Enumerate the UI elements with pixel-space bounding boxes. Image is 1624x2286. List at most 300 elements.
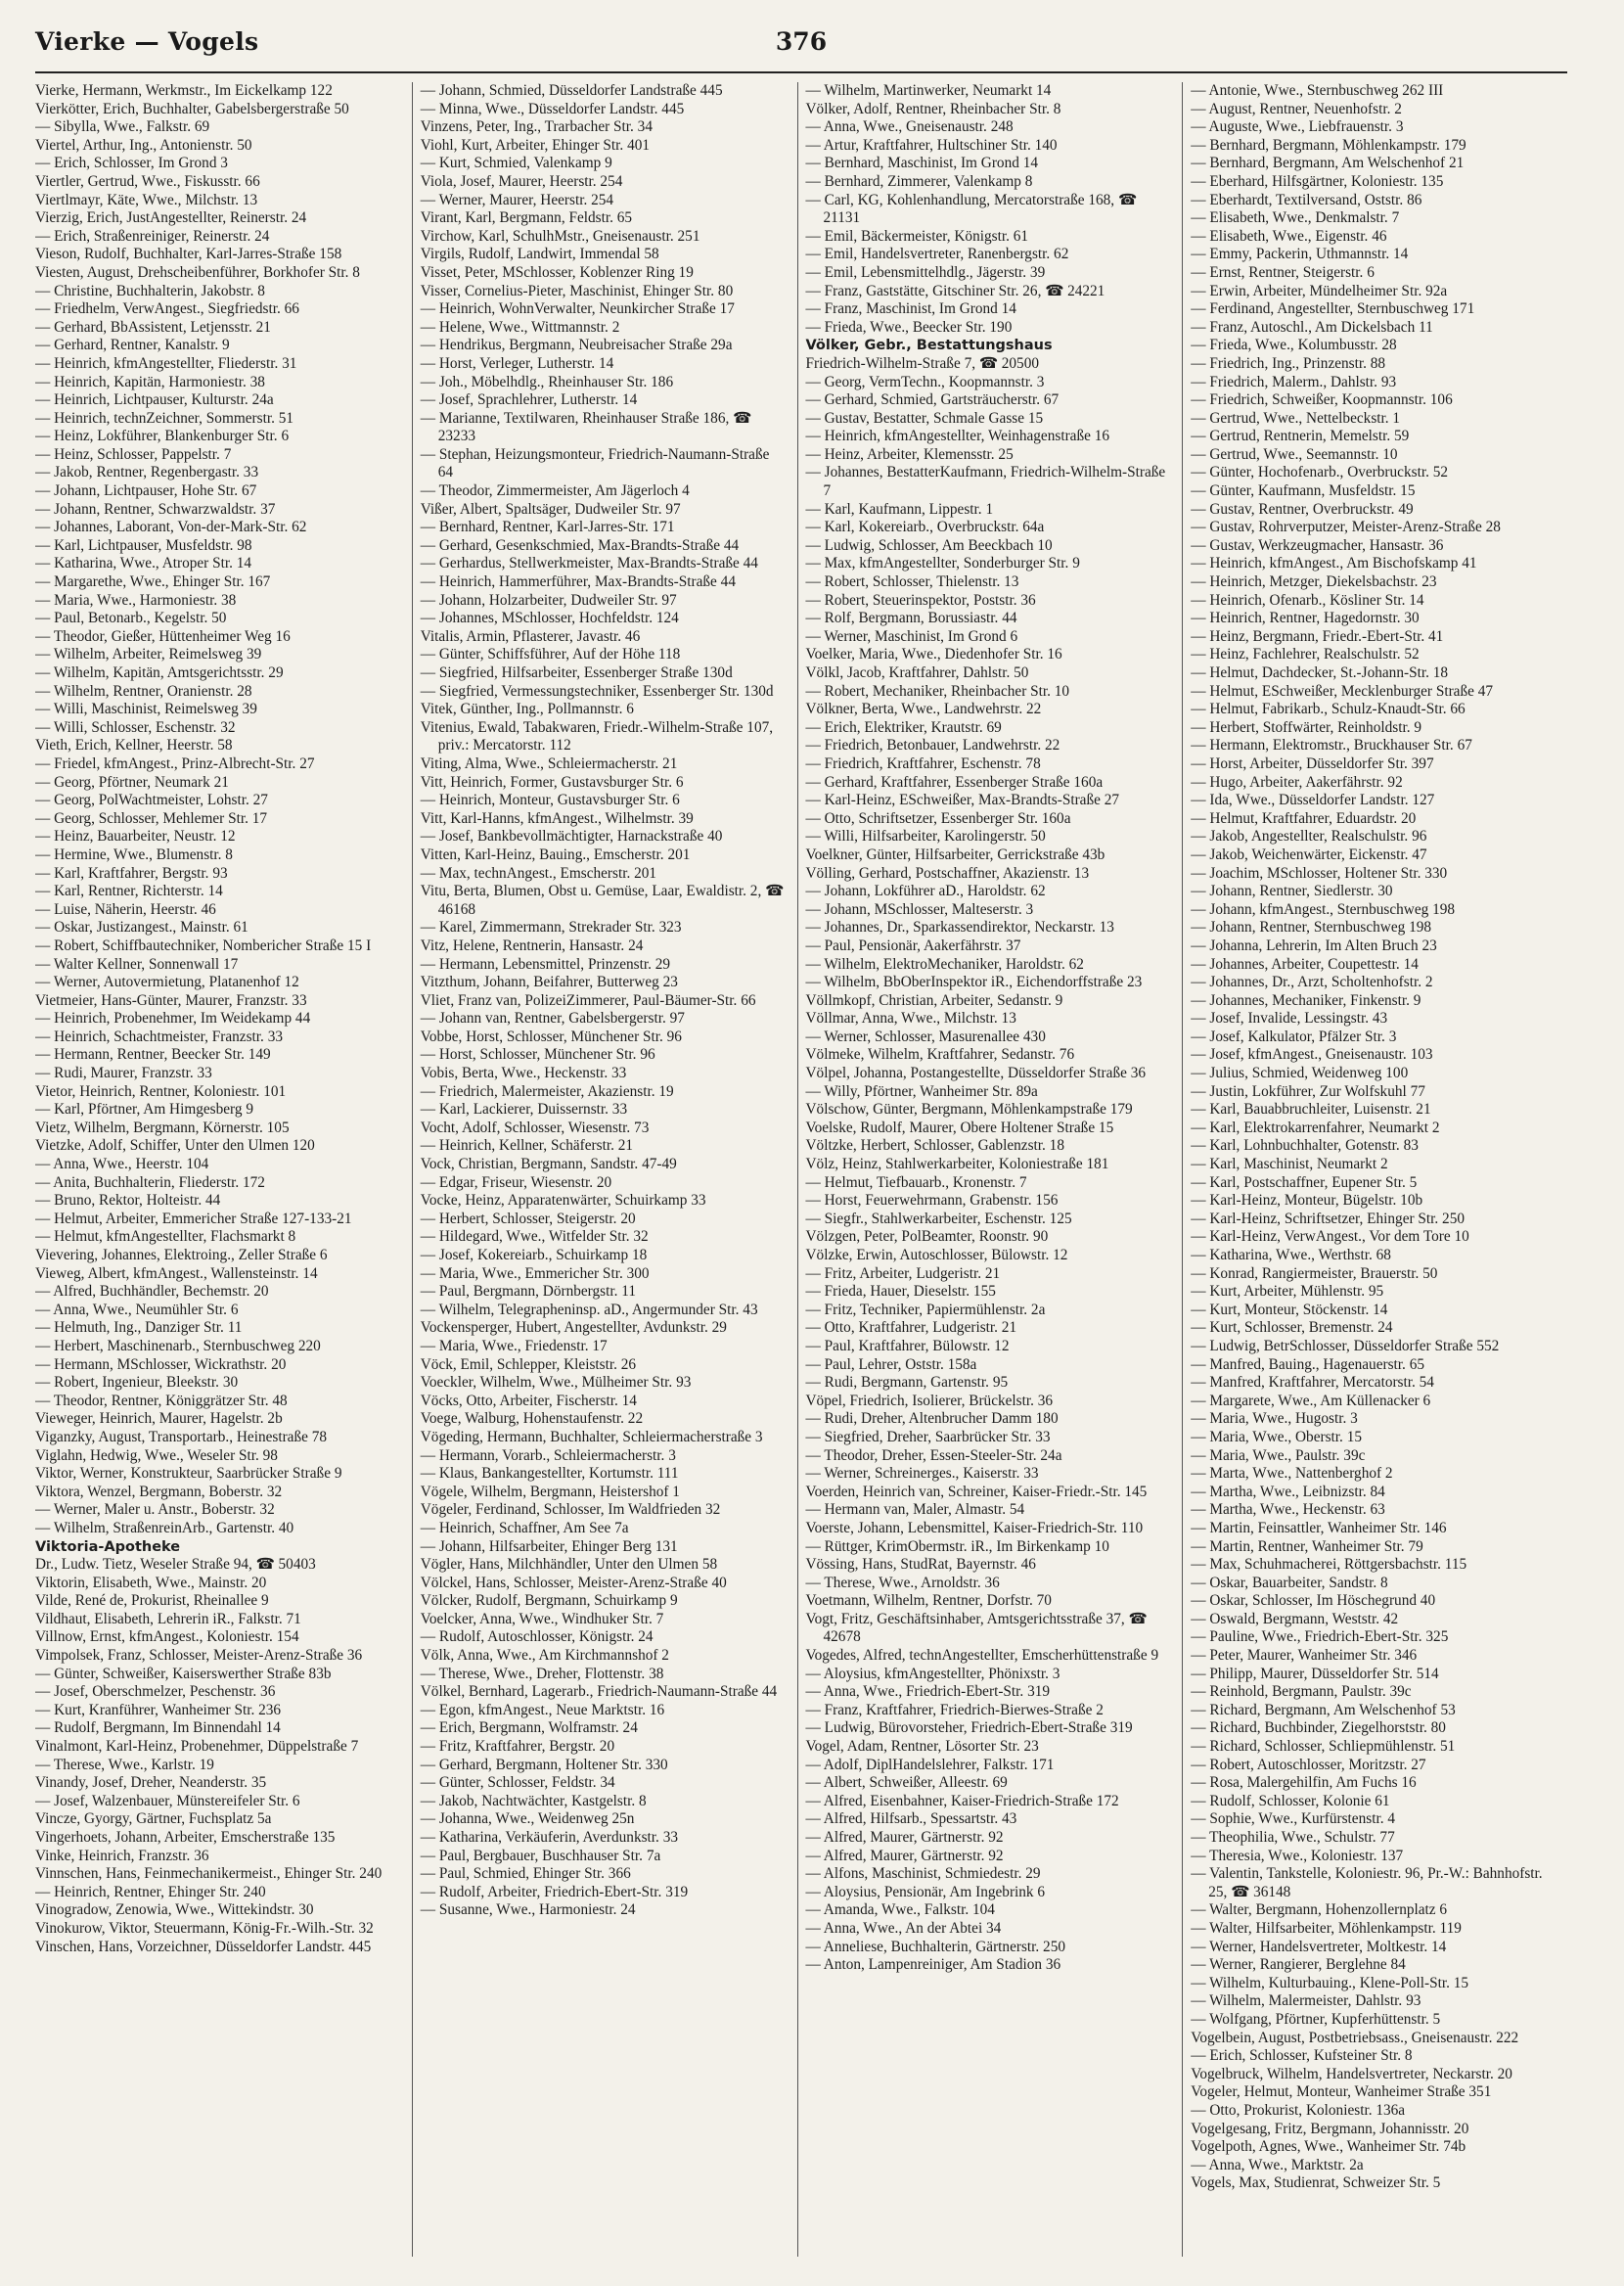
directory-entry: — Hermann van, Maler, Almastr. 54 (805, 1501, 1025, 1519)
directory-entry: — Heinrich, WohnVerwalter, Neunkircher Straße 17 (420, 300, 735, 318)
directory-entry: Vitt, Karl-Hanns, kfmAngest., Wilhelmstr. 39 (420, 809, 694, 827)
directory-entry: — Stephan, Heizungsmonteur, Friedrich-Naumann-Straße 64 (420, 445, 770, 481)
directory-entry: — Susanne, Wwe., Harmoniestr. 24 (420, 1901, 636, 1919)
directory-entry: — Heinrich, Ofenarb., Kösliner Str. 14 (1191, 591, 1424, 609)
directory-entry: — Julius, Schmied, Weidenweg 100 (1191, 1065, 1409, 1082)
directory-entry: — Erich, Bergmann, Wolframstr. 24 (420, 1719, 638, 1737)
directory-entry: Völmeke, Wilhelm, Kraftfahrer, Sedanstr. 76 (805, 1046, 1075, 1064)
directory-entry: Vinschen, Hans, Vorzeichner, Düsseldorfer Landstr. 445 (35, 1938, 372, 1955)
directory-entry: Vitek, Günther, Ing., Pollmannstr. 6 (420, 701, 634, 718)
directory-entry: — Heinrich, Hammerführer, Max-Brandts-Straße 44 (420, 573, 736, 591)
directory-entry: — Siegfried, Dreher, Saarbrücker Str. 33 (805, 1428, 1051, 1445)
directory-entry: — Max, Schuhmacherei, Röttgersbachstr. 115 (1191, 1556, 1467, 1574)
directory-entry: — Paul, Kraftfahrer, Bülowstr. 12 (805, 1337, 1010, 1354)
directory-entry: — Johann, Holzarbeiter, Dudweiler Str. 97 (420, 591, 677, 609)
directory-entry: Vierke, Hermann, Werkmstr., Im Eickelkamp 122 (35, 82, 333, 99)
directory-entry: — Erich, Schlosser, Kufsteiner Str. 8 (1191, 2047, 1413, 2065)
directory-entry: — Willi, Schlosser, Eschenstr. 32 (35, 718, 236, 736)
directory-entry: Vitz, Helene, Rentnerin, Hansastr. 24 (420, 937, 644, 954)
directory-entry: Viktora, Wenzel, Bergmann, Boberstr. 32 (35, 1483, 283, 1500)
directory-entry: — Gerhard, Gesenkschmied, Max-Brandts-Straße 44 (420, 536, 740, 554)
directory-entry: — Walter, Hilfsarbeiter, Möhlenkampstr. 119 (1191, 1919, 1462, 1937)
directory-entry: Vögeding, Hermann, Buchhalter, Schleiermacherstraße 3 (420, 1428, 763, 1445)
directory-entry: — Friedrich, Malerm., Dahlstr. 93 (1191, 373, 1397, 390)
directory-entry: — Philipp, Maurer, Düsseldorfer Str. 514 (1191, 1665, 1439, 1682)
directory-entry: — Max, technAngest., Emscherstr. 201 (420, 864, 657, 882)
directory-entry: — Robert, Schiffbautechniker, Nombericher Straße 15 I (35, 937, 372, 954)
directory-entry: — Gustav, Werkzeugmacher, Hansastr. 36 (1191, 536, 1444, 554)
directory-entry: — Otto, Kraftfahrer, Ludgeristr. 21 (805, 1319, 1017, 1337)
directory-entry: — Max, kfmAngestellter, Sonderburger Str. 9 (805, 555, 1080, 572)
directory-entry: — Bernhard, Maschinist, Im Grond 14 (805, 155, 1038, 172)
directory-entry: Viertel, Arthur, Ing., Antonienstr. 50 (35, 136, 252, 154)
directory-entry: — Bernhard, Bergmann, Möhlenkampstr. 179 (1191, 136, 1466, 154)
directory-entry: — Johannes, Arbeiter, Coupettestr. 14 (1191, 955, 1419, 973)
directory-entry: — Therese, Wwe., Dreher, Flottenstr. 38 (420, 1665, 664, 1682)
directory-entry: — Josef, Kokereiarb., Schuirkamp 18 (420, 1247, 648, 1263)
header-rule (35, 71, 1567, 73)
directory-entry: — Hendrikus, Bergmann, Neubreisacher Straße 29a (420, 337, 733, 354)
directory-entry: — Heinrich, Kapitän, Harmoniestr. 38 (35, 373, 265, 390)
directory-entry: — Minna, Wwe., Düsseldorfer Landstr. 445 (420, 100, 685, 117)
directory-entry: — Christine, Buchhalterin, Jakobstr. 8 (35, 282, 265, 299)
directory-entry: — Johann, MSchlosser, Malteserstr. 3 (805, 900, 1034, 918)
directory-entry: — Gerhard, Kraftfahrer, Essenberger Straße 160a (805, 773, 1104, 791)
directory-entry: — Wilhelm, ElektroMechaniker, Haroldstr. 62 (805, 955, 1084, 973)
directory-entry: — Emil, Handelsvertreter, Ranenbergstr. 62 (805, 246, 1069, 263)
directory-entry: — Herbert, Maschinenarb., Sternbuschweg 220 (35, 1337, 321, 1354)
directory-entry: — Pauline, Wwe., Friedrich-Ebert-Str. 325 (1191, 1628, 1449, 1646)
directory-entry: Völpel, Johanna, Postangestellte, Düsseldorfer Straße 36 (805, 1065, 1147, 1082)
directory-entry: — Heinrich, Lichtpauser, Kulturstr. 24a (35, 391, 274, 409)
directory-entry: — Heinrich, Schaffner, Am See 7a (420, 1519, 629, 1536)
directory-entry: — Willy, Pförtner, Wanheimer Str. 89a (805, 1082, 1038, 1100)
directory-entry: Völk, Anna, Wwe., Am Kirchmannshof 2 (420, 1647, 669, 1665)
directory-entry: — Alfred, Buchhändler, Bechemstr. 20 (35, 1283, 269, 1301)
directory-entry: — Adolf, DiplHandelslehrer, Falkstr. 171 (805, 1756, 1055, 1773)
directory-entry: — Karl, Bauabbruchleiter, Luisenstr. 21 (1191, 1101, 1431, 1119)
directory-entry: — Werner, Schreinerges., Kaiserstr. 33 (805, 1465, 1039, 1483)
directory-entry: — Georg, VermTechn., Koopmannstr. 3 (805, 373, 1045, 390)
directory-entry: — Carl, KG, Kohlenhandlung, Mercatorstraße 168, ☎ 21131 (805, 191, 1138, 227)
directory-entry: — Oswald, Bergmann, Weststr. 42 (1191, 1610, 1399, 1627)
directory-entry: — Theodor, Dreher, Essen-Steeler-Str. 24a (805, 1446, 1062, 1464)
directory-entry: — Rudi, Bergmann, Gartenstr. 95 (805, 1374, 1009, 1392)
directory-entry: Vitalis, Armin, Pflasterer, Javastr. 46 (420, 627, 641, 645)
directory-entry: — Martin, Rentner, Wanheimer Str. 79 (1191, 1537, 1423, 1555)
directory-entry: Vogel, Adam, Rentner, Lösorter Str. 23 (805, 1738, 1039, 1756)
directory-entry: Völker, Gebr., Bestattungshaus (805, 338, 1053, 354)
directory-entry: — Egon, kfmAngest., Neue Marktstr. 16 (420, 1701, 665, 1718)
directory-entry: — Josef, Invalide, Lessingstr. 43 (1191, 1010, 1388, 1028)
directory-entry: — Hermann, Elektromstr., Bruckhauser Str. 67 (1191, 737, 1472, 754)
directory-entry: — Ida, Wwe., Düsseldorfer Landstr. 127 (1191, 792, 1435, 809)
directory-entry: — Robert, Mechaniker, Rheinbacher Str. 10 (805, 682, 1070, 700)
directory-entry: Viktor, Werner, Konstrukteur, Saarbrücker Straße 9 (35, 1465, 342, 1483)
directory-entry: — Johann, kfmAngest., Sternbuschweg 198 (1191, 900, 1456, 918)
directory-entry: — Hermine, Wwe., Blumenstr. 8 (35, 846, 233, 863)
directory-entry: — Hermann, Rentner, Beecker Str. 149 (35, 1046, 271, 1064)
directory-entry: Vietmeier, Hans-Günter, Maurer, Franzstr. 33 (35, 991, 307, 1009)
directory-entry: — Paul, Schmied, Ehinger Str. 366 (420, 1865, 631, 1883)
column-1 (35, 82, 412, 2257)
directory-entry: Vitenius, Ewald, Tabakwaren, Friedr.-Wilhelm-Straße 107, priv.: Mercatorstr. 112 (420, 718, 774, 754)
directory-entry: — Ernst, Rentner, Steigerstr. 6 (1191, 263, 1375, 281)
directory-entry: — Walter, Bergmann, Hohenzollernplatz 6 (1191, 1901, 1448, 1919)
directory-entry: — Ludwig, BetrSchlosser, Düsseldorfer Straße 552 (1191, 1337, 1500, 1354)
directory-entry: — Helmut, ESchweißer, Mecklenburger Straße 47 (1191, 682, 1494, 700)
directory-entry: — Alfred, Eisenbahner, Kaiser-Friedrich-Straße 172 (805, 1792, 1119, 1809)
directory-entry: — Maria, Wwe., Harmoniestr. 38 (35, 591, 237, 609)
directory-entry: — Albert, Schweißer, Alleestr. 69 (805, 1774, 1008, 1792)
directory-entry: Völschow, Günter, Bergmann, Möhlenkampstraße 179 (805, 1101, 1133, 1119)
directory-entry: — Johann, Schmied, Düsseldorfer Landstraße 445 (420, 82, 723, 99)
directory-entry: Voetmann, Wilhelm, Rentner, Dorfstr. 70 (805, 1592, 1052, 1610)
directory-entry: — Johann, Rentner, Sternbuschweg 198 (1191, 919, 1432, 937)
directory-entry: Vieweger, Heinrich, Maurer, Hagelstr. 2b (35, 1410, 283, 1428)
directory-entry: Vißer, Albert, Spaltsäger, Dudweiler Str. 97 (420, 500, 681, 518)
directory-entry: Vinogradow, Zenowia, Wwe., Wittekindstr. 30 (35, 1901, 314, 1919)
directory-entry: — Hermann, MSchlosser, Wickrathstr. 20 (35, 1355, 287, 1373)
directory-entry: — Katharina, Wwe., Atroper Str. 14 (35, 555, 252, 572)
directory-entry: — Fritz, Kraftfahrer, Bergstr. 20 (420, 1738, 615, 1756)
directory-entry: Vinokurow, Viktor, Steuermann, König-Fr.-Wilh.-Str. 32 (35, 1919, 374, 1937)
directory-entry: — Werner, Rangierer, Berglehne 84 (1191, 1956, 1406, 1974)
directory-entry: — Karl-Heinz, VerwAngest., Vor dem Tore 10 (1191, 1228, 1469, 1246)
directory-entry: Vögeler, Ferdinand, Schlosser, Im Waldfrieden 32 (420, 1501, 721, 1519)
directory-entry: — Heinrich, Schachtmeister, Franzstr. 33 (35, 1028, 283, 1045)
directory-entry: Vocht, Adolf, Schlosser, Wiesenstr. 73 (420, 1119, 650, 1136)
directory-entry: — Hermann, Vorarb., Schleiermacherstr. 3 (420, 1446, 676, 1464)
directory-entry: — Heinrich, kfmAngestellter, Fliederstr. 31 (35, 354, 297, 372)
directory-entry: — Robert, Autoschlosser, Moritzstr. 27 (1191, 1756, 1426, 1773)
directory-entry: Vietor, Heinrich, Rentner, Koloniestr. 101 (35, 1082, 287, 1100)
directory-columns (35, 82, 1567, 2257)
directory-entry: Vobis, Berta, Wwe., Heckenstr. 33 (420, 1065, 627, 1082)
directory-entry: — Johannes, Mechaniker, Finkenstr. 9 (1191, 991, 1421, 1009)
directory-entry: — Anna, Wwe., Friedrich-Ebert-Str. 319 (805, 1683, 1051, 1701)
running-head: Vierke — Vogels (35, 27, 259, 56)
directory-entry: — Helmut, Arbeiter, Emmericher Straße 127-133-21 (35, 1210, 352, 1227)
directory-entry: Vockensperger, Hubert, Angestellter, Avdunkstr. 29 (420, 1319, 727, 1337)
directory-entry: — Maria, Wwe., Oberstr. 15 (1191, 1428, 1362, 1445)
directory-entry: Völcker, Rudolf, Bergmann, Schuirkamp 9 (420, 1592, 678, 1610)
directory-entry: Völlmar, Anna, Wwe., Milchstr. 13 (805, 1010, 1016, 1028)
directory-entry: — Martha, Wwe., Heckenstr. 63 (1191, 1501, 1385, 1519)
directory-entry: — Rudolf, Bergmann, Im Binnendahl 14 (35, 1719, 281, 1737)
directory-entry: — Oskar, Bauarbeiter, Sandstr. 8 (1191, 1574, 1388, 1591)
directory-entry: — Herbert, Schlosser, Steigerstr. 20 (420, 1210, 636, 1227)
page-header (35, 27, 1567, 67)
directory-entry: — Werner, Maler u. Anstr., Boberstr. 32 (35, 1501, 275, 1519)
directory-entry: — Siegfr., Stahlwerkarbeiter, Eschenstr. 125 (805, 1210, 1072, 1227)
directory-entry: — Karl, Elektrokarrenfahrer, Neumarkt 2 (1191, 1119, 1440, 1136)
directory-entry: Völling, Gerhard, Postschaffner, Akazienstr. 13 (805, 864, 1090, 882)
directory-entry: — Franz, Gaststätte, Gitschiner Str. 26, ☎ 24221 (805, 282, 1105, 299)
directory-entry: — Peter, Maurer, Wanheimer Str. 346 (1191, 1647, 1418, 1665)
directory-entry: — Paul, Lehrer, Oststr. 158a (805, 1355, 977, 1373)
directory-entry: — Josef, Sprachlehrer, Lutherstr. 14 (420, 391, 638, 409)
directory-entry: Völtzke, Herbert, Schlosser, Gablenzstr. 18 (805, 1137, 1064, 1155)
directory-entry: — Sibylla, Wwe., Falkstr. 69 (35, 118, 210, 136)
directory-entry: — Heinrich, technZeichner, Sommerstr. 51 (35, 409, 294, 427)
directory-entry: — Günter, Kaufmann, Musfeldstr. 15 (1191, 482, 1416, 500)
directory-entry: — Alfred, Hilfsarb., Spessartstr. 43 (805, 1810, 1017, 1828)
directory-entry: — Robert, Ingenieur, Bleekstr. 30 (35, 1374, 239, 1392)
directory-entry: — Horst, Arbeiter, Düsseldorfer Str. 397 (1191, 754, 1434, 772)
directory-entry: — Richard, Bergmann, Am Welschenhof 53 (1191, 1701, 1456, 1718)
directory-entry: — Gerhard, BbAssistent, Letjensstr. 21 (35, 318, 271, 336)
directory-entry: — Heinz, Fachlehrer, Realschulstr. 52 (1191, 646, 1420, 663)
directory-entry: — Wilhelm, Martinwerker, Neumarkt 14 (805, 82, 1052, 99)
column-3 (797, 82, 1183, 2257)
directory-entry: — Günter, Schiffsführer, Auf der Höhe 118 (420, 646, 681, 663)
directory-entry: Vingerhoets, Johann, Arbeiter, Emscherstraße 135 (35, 1829, 336, 1846)
directory-entry: — Alfred, Maurer, Gärtnerstr. 92 (805, 1847, 1004, 1864)
directory-entry: — Martin, Feinsattler, Wanheimer Str. 146 (1191, 1519, 1447, 1536)
directory-entry: — Klaus, Bankangestellter, Kortumstr. 111 (420, 1465, 679, 1483)
directory-entry: — Bernhard, Rentner, Karl-Jarres-Str. 171 (420, 519, 675, 536)
directory-entry: — Erwin, Arbeiter, Mündelheimer Str. 92a (1191, 282, 1448, 299)
directory-entry: Visser, Cornelius-Pieter, Maschinist, Ehinger Str. 80 (420, 282, 734, 299)
directory-entry: — Johann, Lokführer aD., Haroldstr. 62 (805, 883, 1046, 900)
directory-entry: — Marta, Wwe., Nattenberghof 2 (1191, 1465, 1393, 1483)
directory-entry: Virgils, Rudolf, Landwirt, Immendal 58 (420, 246, 659, 263)
directory-entry: Völkel, Bernhard, Lagerarb., Friedrich-Naumann-Straße 44 (420, 1683, 778, 1701)
directory-entry: — Kurt, Kranführer, Wanheimer Str. 236 (35, 1701, 282, 1718)
directory-entry: — Robert, Steuerinspektor, Poststr. 36 (805, 591, 1036, 609)
directory-entry: Vierzig, Erich, JustAngestellter, Reinerstr. 24 (35, 209, 307, 227)
directory-entry: Villnow, Ernst, kfmAngest., Koloniestr. 154 (35, 1628, 299, 1646)
directory-entry: — Josef, Kalkulator, Pfälzer Str. 3 (1191, 1028, 1397, 1045)
directory-entry: — Justin, Lokführer, Zur Wolfskuhl 77 (1191, 1082, 1425, 1100)
directory-entry: Vieth, Erich, Kellner, Heerstr. 58 (35, 737, 233, 754)
directory-entry: Vöpel, Friedrich, Isolierer, Brückelstr. 36 (805, 1392, 1054, 1409)
directory-entry: — Karl-Heinz, ESchweißer, Max-Brandts-Straße 27 (805, 792, 1120, 809)
directory-entry: — Emil, Lebensmittelhdlg., Jägerstr. 39 (805, 263, 1046, 281)
directory-entry: — Margarethe, Wwe., Ehinger Str. 167 (35, 573, 271, 591)
directory-entry: — Aloysius, kfmAngestellter, Phönixstr. 3 (805, 1665, 1060, 1682)
directory-entry: — Frieda, Wwe., Beecker Str. 190 (805, 318, 1013, 336)
directory-entry: — Georg, PolWachtmeister, Lohstr. 27 (35, 792, 268, 809)
directory-entry: — Kurt, Arbeiter, Mühlenstr. 95 (1191, 1283, 1384, 1301)
directory-entry: — Rudi, Maurer, Franzstr. 33 (35, 1065, 212, 1082)
directory-entry: — Oskar, Justizangest., Mainstr. 61 (35, 919, 248, 937)
directory-entry: — Franz, Autoschl., Am Dickelsbach 11 (1191, 318, 1433, 336)
directory-entry: — Konrad, Rangiermeister, Brauerstr. 50 (1191, 1264, 1438, 1282)
directory-entry: Völckel, Hans, Schlosser, Meister-Arenz-Straße 40 (420, 1574, 727, 1591)
directory-entry: — Karl, Kaufmann, Lippestr. 1 (805, 500, 994, 518)
directory-entry: — Werner, Maschinist, Im Grond 6 (805, 627, 1018, 645)
directory-entry: Voelcker, Anna, Wwe., Windhuker Str. 7 (420, 1610, 664, 1627)
directory-entry: — Rudolf, Autoschlosser, Königstr. 24 (420, 1628, 654, 1646)
directory-entry: — Gertrud, Wwe., Nettelbeckstr. 1 (1191, 409, 1401, 427)
directory-entry: — Karl, Kokereiarb., Overbruckstr. 64a (805, 519, 1045, 536)
directory-entry: — Kurt, Monteur, Stöckenstr. 14 (1191, 1301, 1388, 1318)
directory-entry: Vietzke, Adolf, Schiffer, Unter den Ulmen 120 (35, 1137, 315, 1155)
directory-entry: — Werner, Schlosser, Masurenallee 430 (805, 1028, 1046, 1045)
directory-entry: — Wilhelm, Malermeister, Dahlstr. 93 (1191, 1992, 1421, 2010)
directory-entry: — Erich, Schlosser, Im Grond 3 (35, 155, 228, 172)
directory-entry: — Frieda, Hauer, Dieselstr. 155 (805, 1283, 996, 1301)
directory-entry: — Willi, Hilfsarbeiter, Karolingerstr. 50 (805, 828, 1046, 846)
directory-entry: Vogelpoth, Agnes, Wwe., Wanheimer Str. 74b (1191, 2138, 1466, 2156)
directory-entry: — Anna, Wwe., Heerstr. 104 (35, 1156, 209, 1173)
directory-entry: — Friedhelm, VerwAngest., Siegfriedstr. 66 (35, 300, 299, 318)
directory-entry: Voege, Walburg, Hohenstaufenstr. 22 (420, 1410, 644, 1428)
directory-entry: — Helmuth, Ing., Danziger Str. 11 (35, 1319, 243, 1337)
directory-entry: Vobbe, Horst, Schlosser, Münchener Str. 96 (420, 1028, 682, 1045)
directory-entry: Viertler, Gertrud, Wwe., Fiskusstr. 66 (35, 172, 260, 190)
directory-entry: — Katharina, Verkäuferin, Averdunkstr. 33 (420, 1829, 678, 1846)
directory-entry: Vogedes, Alfred, technAngestellter, Emscherhüttenstraße 9 (805, 1647, 1159, 1665)
directory-entry: — Josef, kfmAngest., Gneisenaustr. 103 (1191, 1046, 1433, 1064)
directory-entry: Völzgen, Peter, PolBeamter, Roonstr. 90 (805, 1228, 1049, 1246)
directory-entry: — Heinz, Bauarbeiter, Neustr. 12 (35, 828, 236, 846)
directory-entry: — Erich, Straßenreiniger, Reinerstr. 24 (35, 227, 270, 245)
directory-entry: — Joachim, MSchlosser, Holtener Str. 330 (1191, 864, 1448, 882)
directory-entry: — Werner, Handelsvertreter, Moltkestr. 14 (1191, 1938, 1447, 1955)
directory-entry: — Wilhelm, BbOberInspektor iR., Eichendorffstraße 23 (805, 974, 1143, 991)
directory-entry: — Johannes, Dr., Arzt, Scholtenhofstr. 2 (1191, 974, 1433, 991)
directory-entry: — Helmut, Tiefbauarb., Kronenstr. 7 (805, 1173, 1027, 1191)
directory-entry: Friedrich-Wilhelm-Straße 7, ☎ 20500 (805, 354, 1039, 372)
directory-entry: — Willi, Maschinist, Reimelsweg 39 (35, 701, 257, 718)
directory-entry: — Friedrich, Ing., Prinzenstr. 88 (1191, 354, 1386, 372)
directory-entry: — Maria, Wwe., Paulstr. 39c (1191, 1446, 1366, 1464)
directory-entry: — Gerhard, Schmied, Gartsträucherstr. 67 (805, 391, 1060, 409)
directory-entry: — Manfred, Kraftfahrer, Mercatorstr. 54 (1191, 1374, 1434, 1392)
directory-entry: — Maria, Wwe., Emmericher Str. 300 (420, 1264, 650, 1282)
directory-entry: Viting, Alma, Wwe., Schleiermacherstr. 21 (420, 754, 678, 772)
directory-entry: — Heinrich, Probenehmer, Im Weidekamp 44 (35, 1010, 311, 1028)
directory-entry: — Friedel, kfmAngest., Prinz-Albrecht-Str. 27 (35, 754, 315, 772)
directory-entry: — Otto, Prokurist, Koloniestr. 136a (1191, 2101, 1406, 2119)
directory-entry: — Helmut, Fabrikarb., Schulz-Knaudt-Str. 66 (1191, 701, 1466, 718)
directory-entry: — Friedrich, Malermeister, Akazienstr. 19 (420, 1082, 674, 1100)
directory-entry: Vitu, Berta, Blumen, Obst u. Gemüse, Laar, Ewaldistr. 2, ☎ 46168 (420, 883, 785, 918)
directory-entry: — Johannes, MSchlosser, Hochfeldstr. 124 (420, 610, 679, 627)
directory-entry: — Werner, Autovermietung, Platanenhof 12 (35, 974, 299, 991)
directory-entry: — Josef, Oberschmelzer, Peschenstr. 36 (35, 1683, 276, 1701)
directory-entry: — Therese, Wwe., Arnoldstr. 36 (805, 1574, 1000, 1591)
directory-entry: — Karl-Heinz, Monteur, Bügelstr. 10b (1191, 1192, 1423, 1210)
directory-entry: Völker, Adolf, Rentner, Rheinbacher Str. 8 (805, 100, 1061, 117)
directory-entry: Vimpolsek, Franz, Schlosser, Meister-Arenz-Straße 36 (35, 1647, 363, 1665)
directory-entry: Völz, Heinz, Stahlwerkarbeiter, Koloniestraße 181 (805, 1156, 1109, 1173)
directory-entry: — Siegfried, Vermessungstechniker, Essenberger Str. 130d (420, 682, 774, 700)
directory-entry: — Karl, Lackierer, Duissernstr. 33 (420, 1101, 628, 1119)
directory-entry: — Rolf, Bergmann, Borussiastr. 44 (805, 610, 1017, 627)
directory-entry: Viktoria-Apotheke (35, 1538, 181, 1555)
directory-entry: Voeckler, Wilhelm, Wwe., Mülheimer Str. 93 (420, 1374, 692, 1392)
directory-entry: — Friedrich, Betonbauer, Landwehrstr. 22 (805, 737, 1060, 754)
directory-entry: — Karl, Lichtpauser, Musfeldstr. 98 (35, 536, 252, 554)
directory-entry: — Heinz, Lokführer, Blankenburger Str. 6 (35, 428, 290, 445)
directory-entry: Vliet, Franz van, PolizeiZimmerer, Paul-Bäumer-Str. 66 (420, 991, 756, 1009)
directory-entry: Vitten, Karl-Heinz, Bauing., Emscherstr. 201 (420, 846, 691, 863)
directory-entry: — Ferdinand, Angestellter, Sternbuschweg 171 (1191, 300, 1475, 318)
directory-entry: Vildhaut, Elisabeth, Lehrerin iR., Falkstr. 71 (35, 1610, 301, 1627)
directory-entry: — Auguste, Wwe., Liebfrauenstr. 3 (1191, 118, 1404, 136)
directory-entry: Viktorin, Elisabeth, Wwe., Mainstr. 20 (35, 1574, 267, 1591)
directory-entry: — Gertrud, Wwe., Seemannstr. 10 (1191, 445, 1398, 463)
directory-entry: — Kurt, Schmied, Valenkamp 9 (420, 155, 612, 172)
directory-entry: — Johann van, Rentner, Gabelsbergerstr. 97 (420, 1010, 685, 1028)
directory-entry: — Anna, Wwe., Marktstr. 2a (1191, 2156, 1364, 2173)
directory-entry: — Manfred, Bauing., Hagenauerstr. 65 (1191, 1355, 1424, 1373)
directory-entry: Dr., Ludw. Tietz, Weseler Straße 94, ☎ 50403 (35, 1556, 316, 1574)
directory-entry: — Theresia, Wwe., Koloniestr. 137 (1191, 1847, 1404, 1864)
directory-entry: — Rudolf, Arbeiter, Friedrich-Ebert-Str. 319 (420, 1883, 689, 1900)
directory-entry: — Johann, Rentner, Schwarzwaldstr. 37 (35, 500, 276, 518)
directory-entry: — Eberhard, Hilfsgärtner, Koloniestr. 135 (1191, 172, 1444, 190)
directory-entry: Vinzens, Peter, Ing., Trarbacher Str. 34 (420, 118, 653, 136)
directory-entry: Vocke, Heinz, Apparatenwärter, Schuirkamp 33 (420, 1192, 706, 1210)
directory-entry: — Theodor, Gießer, Hüttenheimer Weg 16 (35, 627, 291, 645)
directory-entry: Vogelgesang, Fritz, Bergmann, Johannisstr. 20 (1191, 2120, 1469, 2137)
directory-entry: — Josef, Bankbevollmächtigter, Harnackstraße 40 (420, 828, 723, 846)
directory-entry: — Helmut, kfmAngestellter, Flachsmarkt 8 (35, 1228, 296, 1246)
directory-entry: Vogeler, Helmut, Monteur, Wanheimer Straße 351 (1191, 2083, 1492, 2101)
directory-entry: — Karl, Maschinist, Neumarkt 2 (1191, 1156, 1388, 1173)
directory-entry: — Johann, Lichtpauser, Hohe Str. 67 (35, 482, 257, 500)
directory-entry: — Reinhold, Bergmann, Paulstr. 39c (1191, 1683, 1412, 1701)
directory-entry: — Karl, Kraftfahrer, Bergstr. 93 (35, 864, 228, 882)
directory-entry: Vievering, Johannes, Elektroing., Zeller Straße 6 (35, 1247, 328, 1263)
directory-entry: Virant, Karl, Bergmann, Feldstr. 65 (420, 209, 633, 227)
directory-entry: — Frieda, Wwe., Kolumbusstr. 28 (1191, 337, 1397, 354)
directory-entry: Voerden, Heinrich van, Schreiner, Kaiser-Friedr.-Str. 145 (805, 1483, 1148, 1500)
directory-entry: — Heinrich, Rentner, Hagedornstr. 30 (1191, 610, 1420, 627)
directory-entry: — Amanda, Wwe., Falkstr. 104 (805, 1901, 995, 1919)
directory-entry: Vieson, Rudolf, Buchhalter, Karl-Jarres-Straße 158 (35, 246, 342, 263)
directory-entry: — Johannes, Dr., Sparkassendirektor, Neckarstr. 13 (805, 919, 1114, 937)
directory-entry: — Wilhelm, Rentner, Oranienstr. 28 (35, 682, 252, 700)
directory-entry: Vögele, Wilhelm, Bergmann, Heistershof 1 (420, 1483, 680, 1500)
directory-entry: Vinnschen, Hans, Feinmechanikermeist., Ehinger Str. 240 (35, 1865, 383, 1883)
directory-entry: — Hildegard, Wwe., Witfelder Str. 32 (420, 1228, 649, 1246)
directory-entry: — Günter, Schweißer, Kaiserswerther Straße 83b (35, 1665, 332, 1682)
directory-entry: — Gustav, Rohrverputzer, Meister-Arenz-Straße 28 (1191, 519, 1501, 536)
directory-entry: Viganzky, August, Transportarb., Heinestraße 78 (35, 1428, 328, 1445)
directory-entry: — Anna, Wwe., An der Abtei 34 (805, 1919, 1002, 1937)
directory-entry: — Erich, Elektriker, Krautstr. 69 (805, 718, 1002, 736)
directory-entry: — Sophie, Wwe., Kurfürstenstr. 4 (1191, 1810, 1395, 1828)
directory-entry: — Karl-Heinz, Schriftsetzer, Ehinger Str. 250 (1191, 1210, 1466, 1227)
directory-entry: Vinandy, Josef, Dreher, Neanderstr. 35 (35, 1774, 267, 1792)
directory-entry: — Katharina, Wwe., Werthstr. 68 (1191, 1247, 1391, 1263)
directory-entry: — Herbert, Stoffwärter, Reinholdstr. 9 (1191, 718, 1421, 736)
directory-entry: Vössing, Hans, StudRat, Bayernstr. 46 (805, 1556, 1036, 1574)
directory-entry: — Therese, Wwe., Karlstr. 19 (35, 1756, 214, 1773)
directory-entry: — Gerhard, Rentner, Kanalstr. 9 (35, 337, 230, 354)
directory-entry: — Helene, Wwe., Wittmannstr. 2 (420, 318, 620, 336)
directory-entry: — Anna, Wwe., Gneisenaustr. 248 (805, 118, 1014, 136)
directory-entry: — Günter, Hochofenarb., Overbruckstr. 52 (1191, 464, 1449, 481)
column-4 (1182, 82, 1567, 2257)
directory-entry: — Günter, Schlosser, Feldstr. 34 (420, 1774, 615, 1792)
directory-entry: — Richard, Buchbinder, Ziegelhorststr. 80 (1191, 1719, 1446, 1737)
directory-entry: Völkl, Jacob, Kraftfahrer, Dahlstr. 50 (805, 664, 1029, 681)
directory-entry: — Emmy, Packerin, Uthmannstr. 14 (1191, 246, 1409, 263)
directory-entry: — Oskar, Schlosser, Im Höschegrund 40 (1191, 1592, 1436, 1610)
directory-entry: — Elisabeth, Wwe., Eigenstr. 46 (1191, 227, 1387, 245)
directory-entry: — Eberhardt, Textilversand, Oststr. 86 (1191, 191, 1422, 208)
directory-entry: Visset, Peter, MSchlosser, Koblenzer Ring 19 (420, 263, 694, 281)
directory-entry: — Theophilia, Wwe., Schulstr. 77 (1191, 1829, 1395, 1846)
directory-entry: Vieweg, Albert, kfmAngest., Wallensteinstr. 14 (35, 1264, 318, 1282)
